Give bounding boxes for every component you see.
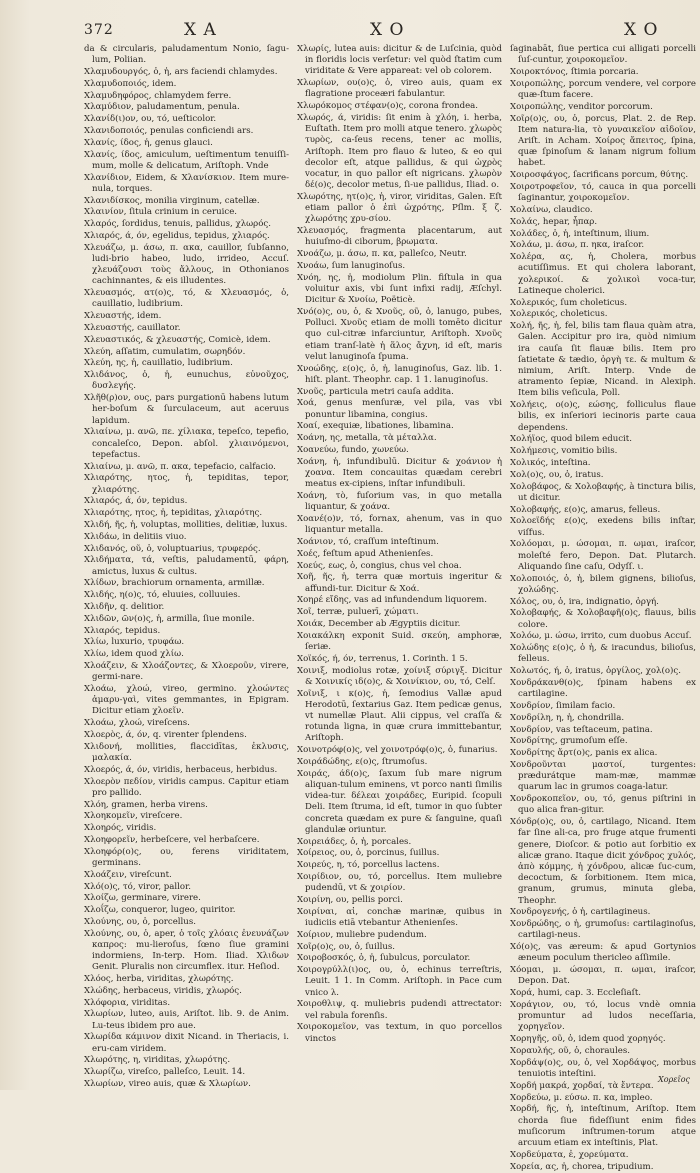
dictionary-entry: Χοιροθλιψ, q. muliebris pudendi attrectator: vel rabula forenſis. (297, 999, 502, 1021)
dictionary-entry: Χνοώδης, ε(ο)ς, ὁ, ἡ, lanuginoſus, Gaz. lib. 1. hiſt. plant. Theophr. cap. 1 1. lanuginoſus. (297, 363, 502, 385)
dictionary-entry: Χλοάζειν, & Χλοάζοντες, & Χλοεροῦν, virere, germi-nare. (84, 660, 289, 683)
dictionary-entry: Χολοβάφος, & Χολοβαφής, à tinctura bilis, ut dicitur. (510, 481, 696, 503)
dictionary-entry: Χοῆ, ῆς, ἡ, terra quæ mortuis ingeritur & affundi-tur. Dicitur & Χοά. (297, 572, 502, 594)
dictionary-entry: Χόομαι, μ. ώσομαι, π. ωμαι, iraſcor, Depon. Dat. (510, 965, 696, 987)
header-right-letters: X O (624, 20, 659, 40)
column-middle (297, 44, 502, 1173)
dictionary-entry: Χοές, feſtum apud Athenienſes. (297, 548, 434, 559)
dictionary-entry: Χολωτός, ή, ὁ, iratus, ὀργίλος, χολ(ο)ς. (510, 666, 681, 677)
dictionary-entry: Χοραυλής, οῦ, ὁ, choraules. (510, 1045, 631, 1056)
dictionary-entry: Χονδρίον, ſimilam facio. (510, 700, 616, 711)
dictionary-entry: Χορδάψ(ο)ς, ου, ὁ, vel Χορδάψος, morbus tenuiotis inteſtini. (510, 1057, 696, 1079)
dictionary-entry: Χοιροκτόνος, ſtimia porcaria. (510, 67, 639, 77)
dictionary-entry: Χοιρογρύλλ(ι)ος, ου, ὁ, echinus terreſtris, Leuit. 1 1. In Comm. Ariſtoph. in Pace cum vnico λ. (297, 965, 502, 998)
dictionary-entry: Χολοβαφής, & Χολοβαφῆ(ο)ς, flauus, bilis colore. (510, 608, 696, 630)
dictionary-entry: Χοίριον, muliebre pudendum. (297, 929, 427, 940)
dictionary-entry: Χορεία, ας, ἡ, chorea, tripudium. (510, 1161, 654, 1172)
dictionary-entry: Χλιαρότης, ητος, ἡ, tepiditas, tepor, χλιαρότης. (84, 473, 289, 495)
dictionary-entry: Χλοερός, ά, όν, viridis, herbaceus, herbidus. (84, 764, 278, 775)
dictionary-entry: Χορδεύω, μ. εύσω. π. κα, impleo. (510, 1092, 653, 1103)
dictionary-entry: Χλοηκομεῖν, vireſcere. (84, 811, 183, 822)
header-left-letters: X A (184, 20, 217, 40)
running-header (84, 18, 686, 44)
dictionary-entry: Χλαινίον, ſitula crinium in ceruice. (84, 207, 238, 218)
dictionary-entry: Χλανίς, ίδος, ἡ, genus glauci. (84, 137, 213, 148)
dictionary-entry: Χοιρίναι, αἱ, conchæ marinæ, quibus in iudiciis etiā vtebantur Athenienſes. (297, 906, 502, 928)
dictionary-entry: Χονδρίτης, grumoſum eſſe. (510, 736, 628, 747)
dictionary-entry: Χοιροπώλης, porcum vendere, vel corpore quæ-ſtum facere. (510, 78, 696, 100)
dictionary-entry: Χολάς, hepar, ἧπαρ. (510, 216, 598, 227)
dictionary-entry: Χλεύη, aſſatim, cumulatim, σωρηδόν. (84, 346, 246, 357)
dictionary-entry: ſaginabāt, ſiue pertica cui alligati porcelli ſuſ-cuntur, χοιροκομεῖον. (510, 44, 696, 66)
dictionary-entry: Χονδρογενής, ὁ ἡ, cartilagineus. (510, 907, 651, 918)
dictionary-entry: Χονδρίτης ἄρτ(ο)ς, panis ex alica. (510, 748, 658, 759)
dictionary-entry: Χοάνη, τὸ, fuſorium vas, in quo metalla liquantur, & χοάνα. (297, 491, 502, 513)
dictionary-entry: da & circularis, paludamentum Nonio, ſagu-lum, Poliian. (84, 44, 289, 66)
column-right (510, 44, 696, 1173)
dictionary-entry: Χολοποιός, ὁ, ἡ, bilem gignens, bilioſus, χολώδης. (510, 573, 696, 595)
dictionary-entry: Χλιδής, η(ο)ς, τό, eluuies, colluuies. (84, 590, 241, 601)
dictionary-entry: Χολάδες, ὁ, ἡ, inteſtinum, ilium. (510, 228, 650, 239)
dictionary-entry: Χλωρίων, vireo auis, quæ & Χλωρίων. (84, 1079, 251, 1090)
dictionary-entry: Χοιράδώδης, ε(ο)ς, ſtrumoſus. (297, 757, 428, 767)
dictionary-entry: Χλωρίων, luteo, auis, Ariſtot. lib. 9. de Anim. Lu-teus ibidem pro aue. (84, 1009, 289, 1031)
dictionary-entry: Χοάνη, ης, metalla, τὰ μέταλλα. (297, 433, 437, 444)
dictionary-entry: Χλωρίδα κάμινον dixit Nicand. in Theriacis, i. eru-cam viridem. (84, 1032, 289, 1054)
dictionary-entry: Χλίω, idem quod χλίω. (84, 649, 184, 660)
dictionary-entry: Χλανίδιον, Eidem, & Χλανίσκιον. Item mure-nula, torques. (84, 172, 289, 194)
dictionary-entry: Χολέρα, ας, ἡ, Cholera, morbus acutiſſimus. Et qui cholera laborant, χολερικοί. & χολικοὶ voca-tur, Latineque cholerici. (510, 252, 696, 296)
dictionary-entry: Χλοάω, χλοώ, vireo, germino. χλοώντες ἀμαρυ-γαὶ, vites gemmantes, in Epigram. Dicitur etiam χλοεῖν. (84, 683, 289, 717)
dictionary-entry: Χοιράς, άδ(ο)ς, ſaxum ſub mare nigrum aliquan-tulum eminens, vt porco nanti ſimilis videa-tur. δέλεαι χοιράδες, Euripid. ſcopuli Deli. Item ſtruma, id eſt, tumor in quo ſubter concreta quædam ex pure & ſanguine, quaſi glandulæ oriuntur. (297, 768, 502, 835)
dictionary-entry: Χλοίζω, germinare, virere. (84, 893, 201, 904)
dictionary-entry: Χλόη, gramen, herba virens. (84, 799, 208, 810)
catchword: Χορεῖος (658, 1075, 690, 1084)
dictionary-entry: Χλοερὸν πεδίον, viridis campus. Capitur etiam pro pallido. (84, 776, 289, 798)
dictionary-entry: Χλιδάω, in delitiis viuo. (84, 531, 187, 542)
dictionary-entry: Χλιδήματα, τά, veſtis, paludamentū, φάρη, amictus, luxus & cultus. (84, 555, 289, 577)
dictionary-entry: Χολοεϊδής ε(ο)ς, exedens bilis inſtar, viſfus. (510, 516, 696, 538)
dictionary-entry: Χοανέ(ο)ν, τό, fornax, ahenum, vas in quo liquantur metalla. (297, 514, 502, 536)
dictionary-entry: Χλούνης, ου, ὁ, aper, ὁ τοῖς χλόαις ἐνευνάζων καπρος: mu-lieroſus, ſœno ſiue gramini indormiens, In-terp. Hom. Iliad. Χλιδων Genit. Pluralis non circumflex. itur. Heſiod. (84, 928, 289, 973)
dictionary-entry: Χοῖρ(ο)ς, ου, ὁ, porcus, Plat. 2. de Rep. Item natura-lia, τὸ γυναικεῖον αἰδοῖον, Ariſt. in Acham. Χοίρος ἄπειτος, ſpina, quæ ſpinoſum & lanam nigrum folium habet. (510, 113, 696, 169)
dictionary-entry: Χλόφορια, viriditas. (84, 997, 171, 1008)
dictionary-entry: Χλιαρότης, ητος, ἡ, tepiditas, χλιαρότης. (84, 508, 263, 519)
dictionary-entry: Χοϊκός, ή, όν, terrenus, 1. Corinth. 1 5. (297, 653, 468, 664)
dictionary-entry: Χλόος, herba, viriditas, χλωρότης. (84, 974, 234, 985)
dictionary-entry: Χολώδης ε(ο)ς, ὁ ἡ, & iracundus, bilioſus, felleus. (510, 643, 696, 665)
dictionary-entry: Χλωρόκομος στέφαν(ο)ς, corona frondea. (297, 101, 479, 112)
dictionary-entry: Χολοβαφής, ε(ο)ς, amarus, felleus. (510, 504, 661, 515)
dictionary-entry: Χλανιδίσκος, monilia virginum, catellæ. (84, 195, 260, 206)
dictionary-entry: Χορδή, ῆς, ἡ, inteſtinum, Ariſtop. Item chorda ſiue fideſſiunt enim fides muſicorum inſtrumen-torum atque arcuum etiam ex inteſtinis, Plat. (510, 1104, 696, 1148)
dictionary-entry: Χλεύη, ης, ἡ, cauillatio, ludibrium. (84, 358, 233, 369)
dictionary-entry: Χολήϊος, quod bilem educit. (510, 434, 632, 445)
dictionary-entry: Χλευαστής, idem. (84, 311, 162, 322)
dictionary-entry: Χολικός, inteſtina. (510, 458, 591, 468)
dictionary-entry: Χονδροῦνται μαστοί, turgentes: prædurátque mam-mæ, mammæ quarum lac in grumos coaga-latur. (510, 759, 696, 793)
dictionary-entry: Χλευάζω, μ. άσω, π. ακα, cauillor, ſubſanno, ludi-brio habeo, ludo, irrideo, Accuſ. χλευάζουσι τοὺς ἄλλους, in Othonianos cachinnantes, & eis illudentes. (84, 242, 289, 287)
dictionary-entry: Χλοηφορεῖν, herbeſcere, vel herbaſcere. (84, 834, 260, 845)
dictionary-entry: Χοινιξ, modiolus rotæ, χοίνιξ σύριγξ. Dicitur & Χοινικίς ιδ(ο)ς, & Χοινίκιον, ου, τό, Celſ. (297, 665, 502, 687)
dictionary-entry: Χοίρειος, ου, ὁ, porcinus, ſuillus. (297, 848, 440, 859)
dictionary-entry: Χοά, genus menſuræ, vel pila, vas vbi ponuntur libamina, congius. (297, 398, 502, 420)
dictionary-entry: Χοῖνιξ, ι κ(ο)ς, ἡ, ſemodius Vallæ apud Herodotū, ſextarius Gaz. Item pedicæ genus, vt numellæ Plaut. Alii cippus, vel craſſa & rotunda ligna, in quæ crura immittebantur, Ariſtoph. (297, 688, 502, 744)
dictionary-entry: Χολερικός, ſum choleticus. (510, 297, 628, 308)
dictionary-entry: Χοάνη, ἡ, infundibulū. Dicitur & χοάνιον ἡ χοανα. Item concauitas quædam cerebri meatus ex-cipiens, inſtar infundibuli. (297, 456, 502, 490)
dictionary-entry: Χοιρεύς, η, τό, porcellus lactens. (297, 860, 440, 871)
dictionary-entry: Χλευαστικός, & χλευαστής, Comicè, idem. (84, 334, 271, 345)
dictionary-entry: Χλοΐζω, conqueror, lugeo, quiritor. (84, 905, 236, 916)
dictionary-entry: Χοινοτρόφ(ο)ς, vel χοινοτρόφ(ο)ς, ὁ, funarius. (297, 745, 498, 756)
dictionary-entry: Χοῖ, terræ, puluerī, χώματι. (297, 607, 419, 618)
dictionary-entry: Χορδεύματα, ἐ, χορεύματα. (510, 1149, 629, 1160)
dictionary-entry: Χοιροβοσκός, ὁ, ἡ, ſubulcus, porculator. (297, 953, 471, 964)
dictionary-entry: Χλούνης, ου, ὁ, porcellus. (84, 916, 196, 927)
dictionary-entry: Χνοῦς, particula metri cauſa addita. (297, 386, 454, 397)
dictionary-entry: Χλοάζειν, vireſcunt. (84, 869, 172, 880)
dictionary-entry: Χοηρέ εἴδης, vas ad infundendum liquorem. (297, 595, 487, 606)
dictionary-entry: Χονδρίον, vas teſtaceum, patina. (510, 724, 653, 735)
dictionary-entry: Χλαμυδηφόρος, chlamydem ferre. (84, 90, 232, 101)
dictionary-entry: Χλίω, luxurio, τρυφάω. (84, 637, 185, 648)
dictionary-entry: Χονδροκοπεῖον, ου, τό, genus piſtrini in quo alica fran-gitur. (510, 794, 696, 816)
dictionary-entry: Χλιδή, ῆς, ἡ, voluptas, mollities, delitiæ, luxus. (84, 519, 288, 530)
dictionary-entry: Χλευασμός, fragmenta placentarum, aut huiuſmo-di ciborum, βρωματα. (297, 226, 502, 248)
dictionary-entry: Χολή, ῆς, ἡ, fel, bilis tam flaua quàm atra, Galen. Accipitur pro ira, quòd nimium ira cauſa ſit flauæ bilis. Item pro ſatietate & tædio, ὀργὴ τε. & multum & nimium, Ariſt. Interp. Vnde de atramento ſepiæ, Nicand. in Alexiph. Item bilis veſicula, Poll. (510, 321, 696, 399)
dictionary-entry: Χοάνιον, τό, craſſum inteſtinum. (297, 537, 439, 548)
dictionary-entry: Χλιαρός, ά, όν, tepidus. (84, 496, 188, 507)
dictionary-entry: Χλωρότης, η, viriditas, χλωρότης. (84, 1055, 231, 1066)
dictionary-entry: Χολήεις, ο(ο)ς, εώσης, folliculus flaue bilis, ex inſeriori iecinoris parte caua dependens. (510, 400, 696, 433)
dictionary-entry: Χλοάω, χλοώ, vireſcens. (84, 718, 190, 729)
header-middle-letters: X O (370, 20, 405, 40)
dictionary-entry: Χλιδανός, οῦ, ὁ, voluptuarius, τρυφερός. (84, 543, 261, 554)
dictionary-entry: Χοανεύω, fundo, χωνεύω. (297, 445, 409, 456)
dictionary-entry: Χνό(ο)ς, ου, ὁ, & Χνοῦς, οῦ, ὁ, lanugo, pubes, Polluci. Χνοῦς etiam de molli tomēto dicitur quo cul-citræ infarciuntur, Ariſtoph. Χνοῦς etiam tranſ-latè ἡ ἅλος ἄχνη, id eſt, maris velut lanuginoſa ſpuma. (297, 307, 502, 362)
dictionary-entry: Χλιαίνω, μ. ανῶ, πε. χίλιακα, tepeſco, tepefio, concaleſco, Depon. abſol. χλιαινόμενοι, tepefactus. (84, 427, 289, 460)
dictionary-entry: Χονδράκανθ(ο)ς, ſpinam habens ex cartilagine. (510, 677, 696, 700)
dictionary-entry: Χονδρώδης, ο ἡ, grumoſus: cartilaginoſus, cartilagi-neus. (510, 919, 696, 941)
dictionary-entry: Χολερικός, choleticus. (510, 309, 608, 320)
dictionary-entry: Χοιροπώλης, venditor porcorum. (510, 101, 653, 112)
dictionary-entry: Χόλος, ου, ὁ, ira, indignatio, ὀργή. (510, 596, 659, 607)
dictionary-entry: Χλωρίζω, vireſco, palleſco, Leuit. 14. (84, 1067, 246, 1078)
dictionary-entry: Χλό(ο)ς, τό, viror, pallor. (84, 881, 191, 892)
dictionary-entry: Χλωρότης, ητ(ο)ς, ἡ, viror, viriditas, Galen. Eſt etiam pallor ὁ ἐπὶ ὠχρότης, Pſlm. ξ ζ. χλωρότης χρυ-σίου. (297, 192, 502, 225)
dictionary-entry: Χοιροσφάγος, ſacrificans porcum, θύτης. (510, 170, 689, 181)
dictionary-entry: Χοεύς, εως, ὁ, congius, chus vel choa. (297, 560, 462, 571)
dictionary-entry: Χλωρίων, ου(ο)ς, ὁ, vireo auis, quam ex flagratione proceæri fabulantur. (297, 78, 502, 100)
dictionary-entry: Χνοάζω, μ. άσω, π. κα, palleſco, Neutr. (297, 249, 467, 260)
dictionary-entry: Χλαμύδιον, paludamentum, penula. (84, 102, 240, 113)
dictionary-entry: Χλιαίνω, μ. ανῶ, π. ακα, tepefacio, calfacio. (84, 461, 276, 472)
dictionary-entry: Χλανίς, ίδος, amiculum, ueſtimentum tenuiſſi-mum, molle & delicatum, Ariſtoph. Vnde (84, 149, 289, 171)
dictionary-entry: Χοιρίδιον, ου, τό, porcellus. Item muliebre pudendū, vt & χοιρίον. (297, 872, 502, 894)
dictionary-entry: Χλαμυδοποιός, idem. (84, 78, 177, 89)
dictionary-entry: Χλιαρός, ά, όν, egelidus, tepidus, χλιαρός. (84, 230, 270, 241)
dictionary-entry: Χονδρίλη, η, ἡ, chondrilla. (510, 712, 625, 723)
dictionary-entry: Χό(ο)ς, vas æreum: & apud Gortynios æneum poculum thericleo aſſimile. (510, 942, 696, 964)
dictionary-entry: Χοιρειάδες, ὁ, ἡ, porcales. (297, 836, 412, 847)
dictionary-entry: Χλιδάνος, ὁ, ἡ, eunuchus, εὐνοῦχος, δυσλεγής. (84, 370, 289, 392)
dictionary-entry: Χολάω, μ. άσω, π. ηκα, iraſcor. (510, 240, 645, 251)
dictionary-entry: Χλοηρός, viridis. (84, 823, 157, 834)
dictionary-entry: Χλώδης, herbaceus, viridis, χλωρός. (84, 985, 242, 996)
dictionary-entry: Χολ(ο)ς, ου, ὁ, iratus. (510, 469, 604, 480)
dictionary-entry: Χλιδῆν, q. delitior. (84, 601, 165, 612)
dictionary-entry: Χόνδρ(ο)ς, ου, ὁ, cartilago, Nicand. Item far ſine ali-ca, pro fruge atque frumenti genere, Dioſcor. & potio aut ſorbitio ex alicæ grano. Itaque dicit χόνδρος χυλός, ἀπὸ κόμμης, ἡ χόνδρου, alicæ ſuc-cum, decoctum, & ſorbitionem. Item mica, granum, grumus, minuta gleba, Theophr. (510, 817, 696, 906)
dictionary-entry: Χολαίνω, claudico. (510, 205, 593, 215)
dictionary-entry: Χλοηφόρ(ο)ς, ου, ferens viriditatem, germinans. (84, 846, 289, 868)
dictionary-entry: Χλιδονή, mollities, flaccidītas, ἐκλυσις, μαλακία. (84, 741, 289, 763)
dictionary-entry: Χλαμυδουργός, ὁ, ἡ, ars faciendi chlamydes. (84, 67, 278, 77)
dictionary-entry: Χλοερὸς, ά, όν, q. virenter ſplendens. (84, 729, 247, 740)
dictionary-entry: Χορηγῆς, οῦ, ὁ, idem quod χορηγός. (510, 1034, 666, 1045)
dictionary-entry: Χοιροτροφεῖον, τό, cauca in qua porcelli ſaginantur, χοιροκομεῖον. (510, 182, 696, 204)
dictionary-entry: Χορδή μακρά, χορδαί, τὰ ἔντερα. (510, 1080, 654, 1091)
dictionary-entry: Χοιροκομεῖον, vas textum, in quo porcellos vinctos (297, 1022, 502, 1044)
dictionary-entry: Χλωρίς, lutea auis: dicitur & de Luſcinia, quòd in floridis locis verſetur: vel quòd ſtatim cum viriditate & Vere appareat: vel ob colorem. (297, 44, 502, 77)
dictionary-entry: Χοιάκ, December ab Ægyptiis dicitur. (297, 619, 461, 629)
dictionary-entry: Χλίδων, brachiorum ornamenta, armillæ. (84, 578, 265, 589)
dictionary-entry: Χοαί, exequiæ, libationes, libamina. (297, 421, 454, 432)
dictionary-entry: Χλιδῶν, ῶν(ο)ς, ἡ, armilla, ſiue monile. (84, 613, 255, 624)
dictionary-entry: Χορά, humi, cap. 3. Eccleſiaſt. (510, 988, 642, 999)
column-left (84, 44, 289, 1173)
dictionary-entry: Χοράγιον, ου, τό, locus vndè omnia promuntur ad ludos neceſſaria, χορηγεῖον. (510, 999, 696, 1033)
dictionary-entry: Χολόομαι, μ. ώσομαι, π. ωμαι, iraſcor, moleſté fero, Depon. Dat. Plutarch. Aliquando ſine caſu, Odyſſ. ι. (510, 539, 696, 572)
dictionary-entry: Χνοάω, ſum lanuginoſus. (297, 261, 406, 272)
dictionary-entry: Χνόη, ης, ἡ, modiolum Plin. fiſtula in qua voluitur axis, vbi ſunt infixi radij, Æſchyl. Dicitur & Χνοίω, Poëticè. (297, 272, 502, 306)
dictionary-entry: Χολήμεσις, vomitio bilis. (510, 446, 618, 457)
page-number: 372 (84, 22, 114, 38)
dictionary-entry: Χοῖρ(ο)ς, ου, ὁ, ſuillus. (297, 941, 396, 952)
dictionary-entry: Χλαρός, ſordidus, tenuis, pallidus, χλωρός. (84, 219, 271, 230)
dictionary-entry: Χοιακάλκη exponit Suid. σκεύη, amphoræ, ſeriæ. (297, 630, 502, 652)
dictionary-entry: Χλανίδ(ι)ον, ου, τό, ueſticolor. (84, 114, 217, 125)
dictionary-entry: Χλῆθ(ρ)ον, ους, pars purgationū habens lutum her-boſum & ſurculaceum, aut aceruus lapidum. (84, 393, 289, 426)
dictionary-entry: Χλιαρός, tepidus. (84, 625, 161, 636)
dictionary-entry: Χλευαστής, cauillator. (84, 322, 181, 333)
dictionary-entry: Χολόω, μ. ώσω, irrito, cum duobus Accuſ. (510, 631, 692, 642)
dictionary-entry: Χλευασμός, ατ(ο)ς, τό, & Χλευασμός, ὁ, cauillatio, ludibrium. (84, 288, 289, 310)
dictionary-entry: Χλανιδοποιός, penulas conficiendi ars. (84, 125, 254, 136)
dictionary-entry: Χλωρός, ά, viridis: ſit enim à χλόη, i. herba, Euſtath. Item pro molli atque tenero. χλωρὸς τυρὸς, ca-ſeus recens, tener ac mollis, Ariſtoph. Item pro flauo & luteo, & eo qui decolor eſt, atque pallidus, & qui ὠχρὸς vocatur, in quo pallor eſt nigricans. χλωρὸν δέ(ο)ς, decolor metus, ſi-ue pallidus, Iliad. ο. (297, 113, 502, 191)
dictionary-entry: Χοιρίνη, ου, pellis porci. (297, 895, 403, 905)
